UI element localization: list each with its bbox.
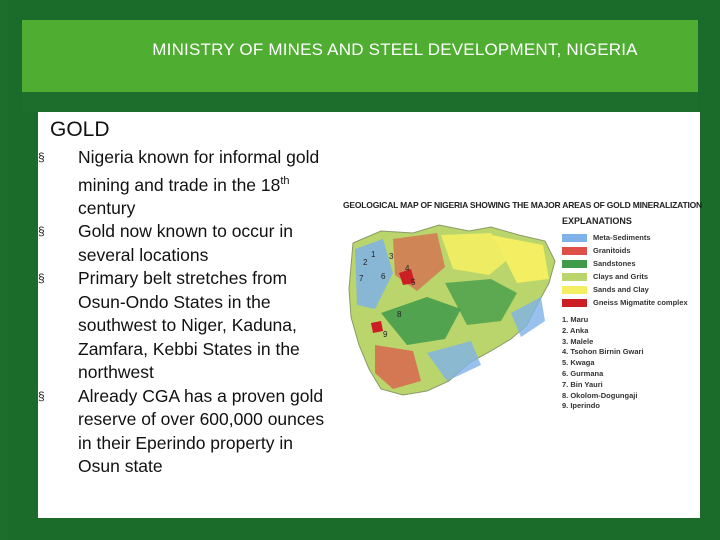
legend-swatch (562, 273, 587, 281)
legend-row (562, 296, 696, 309)
legend-label: Sands and Clay (593, 285, 649, 294)
map-site-number: 3 (389, 252, 394, 261)
location-item: 7. Bin Yauri (562, 379, 603, 389)
map-site-number: 9 (383, 330, 388, 339)
map-site-number: 1 (371, 250, 376, 259)
legend-row (562, 270, 696, 283)
location-item: 8. Okolom-Dogungaji (562, 390, 638, 400)
location-item: 9. Iperindo (562, 401, 600, 411)
location-item: 4. Tsohon Birnin Gwari (562, 347, 644, 357)
bullet-item (38, 146, 338, 220)
map-site-number: 4 (405, 264, 410, 273)
location-item: 2. Anka (562, 325, 589, 335)
legend-label: Sandstones (593, 259, 636, 268)
bullet-item (38, 267, 338, 385)
bullet-marker-icon: § (38, 224, 45, 239)
bullet-marker-icon: § (38, 271, 45, 286)
map-site-number: 8 (397, 310, 402, 319)
bullet-text: Nigeria known for informal gold mining and trade in the 18 (78, 147, 320, 195)
bullet-text: Already CGA has a proven gold reserve of over 600,000 ounces in their Eperindo property in Osun state (78, 385, 325, 477)
map-site-number: 6 (381, 272, 386, 281)
location-list (562, 315, 696, 412)
legend-swatch (562, 260, 587, 268)
ministry-title: MINISTRY OF MINES AND STEEL DEVELOPMENT, NIGERIA (152, 40, 638, 59)
bullet-marker-icon: § (38, 388, 45, 403)
map-legend (562, 216, 696, 412)
nigeria-map-image (341, 213, 561, 418)
legend-swatch (562, 234, 587, 242)
legend-swatch (562, 286, 587, 294)
map-site-number: 5 (411, 278, 416, 287)
legend-swatch (562, 247, 587, 255)
bullet-text-tail: century (78, 197, 136, 218)
legend-row (562, 244, 696, 257)
header-divider (22, 92, 698, 112)
map-site-number: 2 (363, 258, 368, 267)
legend-label: Meta-Sediments (593, 233, 651, 242)
location-item: 3. Malele (562, 336, 594, 346)
location-item: 1. Maru (562, 315, 589, 324)
legend-swatch (562, 299, 587, 307)
bullet-marker-icon: § (38, 150, 45, 164)
legend-label: Granitoids (593, 246, 631, 255)
bullet-item (38, 220, 338, 267)
legend-row (562, 283, 696, 296)
location-item: 5. Kwaga (562, 358, 595, 368)
location-item: 6. Gurmana (562, 368, 604, 378)
bullet-superscript: th (280, 174, 290, 187)
legend-row (562, 257, 696, 270)
bullet-text: Primary belt stretches from Osun-Ondo States in the southwest to Niger, Kaduna, Zamfara, Kebbi States in the northwest (78, 268, 300, 383)
map-title: GEOLOGICAL MAP OF NIGERIA SHOWING THE MAJOR AREAS OF GOLD MINERALIZATION (343, 200, 702, 210)
bullet-text: Gold now known to occur in several locations (78, 221, 293, 265)
legend-row (562, 231, 696, 244)
geological-map-figure (341, 197, 702, 418)
section-title: GOLD (50, 118, 110, 141)
legend-heading: EXPLANATIONS (562, 216, 632, 226)
legend-label: Clays and Grits (593, 272, 649, 281)
map-site-number: 7 (359, 274, 364, 283)
frame-left-border (0, 0, 8, 540)
legend-label: Gneiss Migmatite complex (593, 298, 688, 307)
bullet-list (38, 146, 338, 479)
slide-content (38, 112, 700, 518)
bullet-item (38, 385, 338, 479)
